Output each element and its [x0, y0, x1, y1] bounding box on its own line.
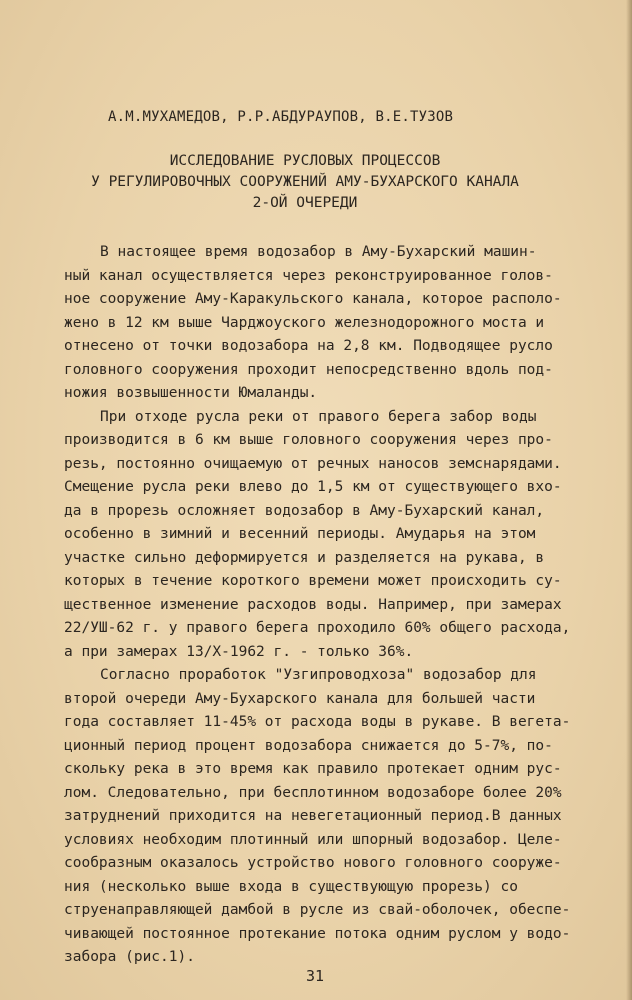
text-line: второй очереди Аму-Бухарского канала для большей части: [64, 690, 536, 707]
text-line: затруднений приходится на невегетационный период.В данных: [64, 808, 562, 824]
paragraph-1: [64, 241, 564, 406]
text-line: участке сильно деформируется и разделяется на рукава, в: [64, 549, 545, 566]
paragraph-3: [64, 664, 571, 970]
text-line: скольку река в это время как правило протекает одним рус-: [64, 761, 562, 777]
text-line: щественное изменение расходов воды. Например, при замерах: [64, 596, 562, 613]
text-line: года составляет 11-45% от расхода воды в рукаве. В вегета-: [64, 714, 571, 730]
text-line: условиях необходим плотинный или шпорный водозабор. Целе-: [64, 831, 562, 848]
text-line: При отходе русла реки от правого берега забор воды: [100, 408, 537, 425]
text-line: ния (несколько выше входа в существующую прорезь) со: [64, 878, 518, 895]
text-line: 22/УШ-62 г. у правого берега проходило 60% общего расхода,: [64, 620, 571, 636]
text-line: ное сооружение Аму-Каракульского канала, которое располо-: [64, 291, 562, 307]
text-line: да в прорезь осложняет водозабор в Аму-Бухарский канал,: [64, 502, 545, 519]
page-number: 31: [305, 967, 325, 985]
authors-line: А.М.МУХАМЕДОВ, Р.Р.АБДУРАУПОВ, В.Е.ТУЗОВ: [108, 109, 454, 125]
article-title: [70, 151, 540, 214]
text-line: Согласно проработок "Узгипроводхоза" водозабор для: [100, 667, 537, 683]
text-line: особенно в зимний и весенний периоды. Амударья на этом: [64, 526, 536, 542]
text-line: производится в 6 км выше головного сооружения через про-: [64, 432, 553, 448]
text-line: ножия возвышенности Юмаланды.: [64, 385, 318, 401]
text-line: сообразным оказалось устройство нового головного сооруже-: [64, 855, 562, 871]
text-line: ционный период процент водозабора снижается до 5-7%, по-: [64, 737, 553, 754]
article-body: [64, 241, 571, 970]
text-line: отнесено от точки водозабора на 2,8 км. Подводящее русло: [64, 338, 553, 354]
text-line: струенаправляющей дамбой в русле из свай-оболочек, обеспе-: [64, 902, 571, 918]
title-line: У РЕГУЛИРОВОЧНЫХ СООРУЖЕНИЙ АМУ-БУХАРСКОГО КАНАЛА: [91, 174, 519, 190]
text-line: Смещение русла реки влево до 1,5 км от существующего вхо-: [64, 479, 562, 495]
page-edge-shadow: [626, 0, 632, 1000]
title-line: 2-ОЙ ОЧЕРЕДИ: [252, 195, 358, 211]
text-line: забора (рис.1).: [64, 949, 195, 965]
text-line: чивающей постоянное протекание потока одним руслом у водо-: [64, 925, 571, 942]
text-line: головного сооружения проходит непосредственно вдоль под-: [64, 361, 553, 378]
paragraph-2: [64, 406, 571, 665]
text-line: а при замерах 13/Х-1962 г. - только 36%.: [64, 643, 414, 660]
text-line: которых в течение короткого времени может происходить су-: [64, 573, 562, 589]
text-line: жено в 12 км выше Чарджоуского железнодорожного моста и: [64, 314, 545, 331]
title-line: ИССЛЕДОВАНИЕ РУСЛОВЫХ ПРОЦЕССОВ: [169, 153, 441, 169]
text-line: ный канал осуществляется через реконструированное голов-: [64, 267, 553, 284]
text-line: В настоящее время водозабор в Аму-Бухарский машин-: [100, 244, 537, 260]
text-line: лом. Следовательно, при бесплотинном водозаборе более 20%: [64, 784, 562, 801]
text-line: резь, постоянно очищаемую от речных наносов земснарядами.: [64, 455, 562, 472]
